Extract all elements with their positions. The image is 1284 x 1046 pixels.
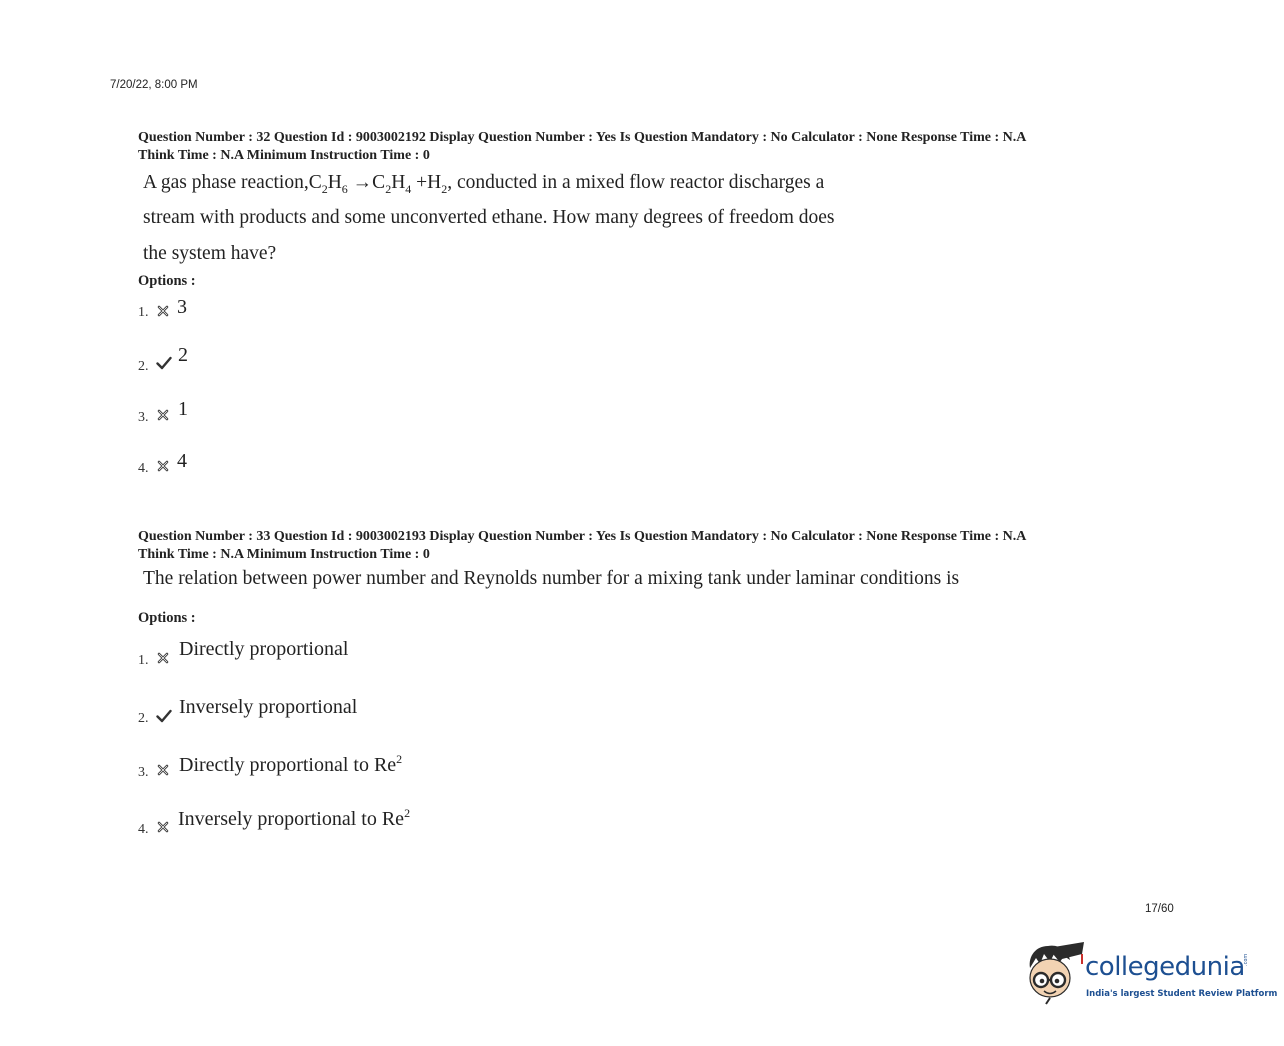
question-meta-line-1: Question Number : 33 Question Id : 9003002193 Display Question Number : Yes Is Question Mandatory : No Calculator : None Response Time : N.A: [138, 529, 1027, 544]
options-label: Options :: [138, 273, 196, 289]
option-text: 2: [178, 344, 188, 366]
option-text: [179, 696, 357, 719]
option-label: Directly proportional: [179, 638, 349, 660]
subscript: 2: [321, 181, 328, 196]
option-text: [179, 638, 348, 661]
logo-tagline: India's largest Student Review Platform: [1086, 989, 1278, 999]
logo-com: .com: [1243, 953, 1249, 966]
cross-icon: [156, 459, 170, 473]
text-segment: →C: [347, 172, 386, 193]
collegedunia-logo: [1024, 938, 1278, 1010]
cross-icon: [156, 820, 170, 834]
superscript: 2: [396, 752, 403, 766]
print-timestamp: 7/20/22, 8:00 PM: [110, 79, 198, 91]
subscript: 2: [385, 181, 392, 196]
option-number: 2.: [138, 711, 149, 726]
superscript: 2: [404, 806, 411, 820]
question-33-text: The relation between power number and Reynolds number for a mixing tank under laminar conditions is: [143, 568, 960, 589]
cross-icon: [156, 651, 170, 665]
text-segment: H: [327, 172, 342, 193]
option-label: Inversely proportional: [179, 696, 358, 718]
question-32-text-line-3: the system have?: [143, 243, 277, 264]
subscript: 4: [405, 181, 412, 196]
text-segment: H: [391, 172, 406, 193]
check-icon: [156, 356, 172, 370]
question-33-meta: [138, 528, 1026, 564]
mascot-icon: [1024, 938, 1086, 1008]
option-number: 2.: [138, 359, 149, 374]
question-meta-line-1: Question Number : 32 Question Id : 9003002192 Display Question Number : Yes Is Question Mandatory : No Calculator : None Response Time : N.A: [138, 130, 1027, 145]
option-number: 3.: [138, 765, 149, 780]
option-number: 4.: [138, 461, 149, 476]
question-32-meta: [138, 129, 1026, 165]
check-icon: [156, 709, 172, 723]
subscript: 6: [341, 181, 348, 196]
option-number: 1.: [138, 653, 149, 668]
option-number: 4.: [138, 822, 149, 837]
option-label: Inversely proportional to Re: [178, 808, 405, 830]
text-segment: A gas phase reaction,C: [143, 172, 322, 193]
cross-icon: [156, 304, 170, 318]
option-label: Directly proportional to Re: [179, 754, 397, 776]
option-number: 3.: [138, 410, 149, 425]
text-segment: , conducted in a mixed flow reactor discharges a: [447, 172, 825, 193]
page-number: 17/60: [1145, 903, 1174, 915]
text-segment: +H: [411, 172, 442, 193]
cross-icon: [156, 408, 170, 422]
option-text: 3: [177, 296, 187, 318]
question-32-text-line-2: stream with products and some unconverted ethane. How many degrees of freedom does: [143, 207, 835, 228]
question-32-text-line-1: [143, 172, 824, 197]
subscript: 2: [441, 181, 448, 196]
option-text: 1: [178, 398, 188, 420]
question-meta-line-2: Think Time : N.A Minimum Instruction Time : 0: [138, 547, 430, 562]
logo-wordmark: collegedunia: [1085, 952, 1245, 982]
option-text: [178, 808, 410, 831]
question-meta-line-2: Think Time : N.A Minimum Instruction Time : 0: [138, 148, 430, 163]
options-label: Options :: [138, 610, 196, 626]
cross-icon: [156, 763, 170, 777]
option-text: 4: [177, 450, 187, 472]
option-number: 1.: [138, 305, 149, 320]
option-text: [179, 754, 402, 777]
